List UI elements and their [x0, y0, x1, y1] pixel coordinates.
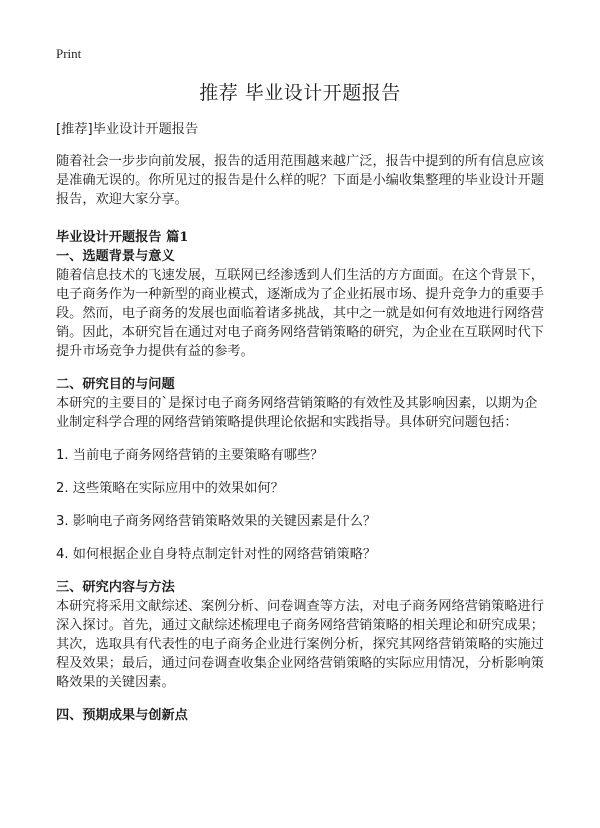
- print-link[interactable]: Print: [56, 46, 82, 61]
- research-question: 1. 当前电子商务网络营销的主要策略有哪些？: [56, 448, 324, 463]
- research-question: 4. 如何根据企业自身特点制定针对性的网络营销策略？: [56, 547, 377, 562]
- section-paragraph-methods: 本研究将采用文献综述、案例分析、问卷调查等方法，对电子商务网络营销策略进行深入探讨。首先，通过文献综述梳理电子商务网络营销策略的相关理论和研究成果；其次，选取具有代表性的电子商务企业进行案例分析，探究其网络营销策略的实施过程及效果；最后，通过问卷调查收集企业网络营销策略的实际应用情况，分析影响策略效果的关键因素。: [56, 599, 544, 690]
- research-question: 3. 影响电子商务网络营销策略效果的关键因素是什么？: [56, 514, 377, 529]
- document-body: [56, 120, 546, 725]
- section-heading-methods: 三、研究内容与方法: [56, 580, 175, 595]
- section-paragraph-background: 随着信息技术的飞速发展，互联网已经渗透到人们生活的方方面面。在这个背景下，电子商务作为一种新型的商业模式，逐渐成为了企业拓展市场、提升竞争力的重要手段。然而，电子商务的发展也面临着诸多挑战，其中之一就是如何有效地进行网络营销。因此，本研究旨在通过对电子商务网络营销策略的研究，为企业在互联网时代下提升市场竞争力提供有益的参考。: [56, 268, 544, 359]
- intro-paragraph: 随着社会一步步向前发展，报告的适用范围越来越广泛，报告中提到的所有信息应该是准确无误的。你所见过的报告是什么样的呢？下面是小编收集整理的毕业设计开题报告，欢迎大家分享。: [56, 154, 544, 207]
- section-heading-outcomes: 四、预期成果与创新点: [56, 708, 188, 723]
- section-paragraph-purpose: 本研究的主要目的`是探讨电子商务网络营销策略的有效性及其影响因素，以期为企业制定科学合理的网络营销策略提供理论依据和实践指导。具体研究问题包括：: [56, 396, 538, 430]
- piece-heading: 毕业设计开题报告 篇1: [56, 230, 189, 245]
- section-heading-background: 一、选题背景与意义: [56, 249, 175, 264]
- document-subtitle: [推荐]毕业设计开题报告: [56, 122, 199, 137]
- page-title: 推荐 毕业设计开题报告: [199, 82, 401, 104]
- research-question: 2. 这些策略在实际应用中的效果如何？: [56, 481, 284, 496]
- section-heading-purpose: 二、研究目的与问题: [56, 377, 175, 392]
